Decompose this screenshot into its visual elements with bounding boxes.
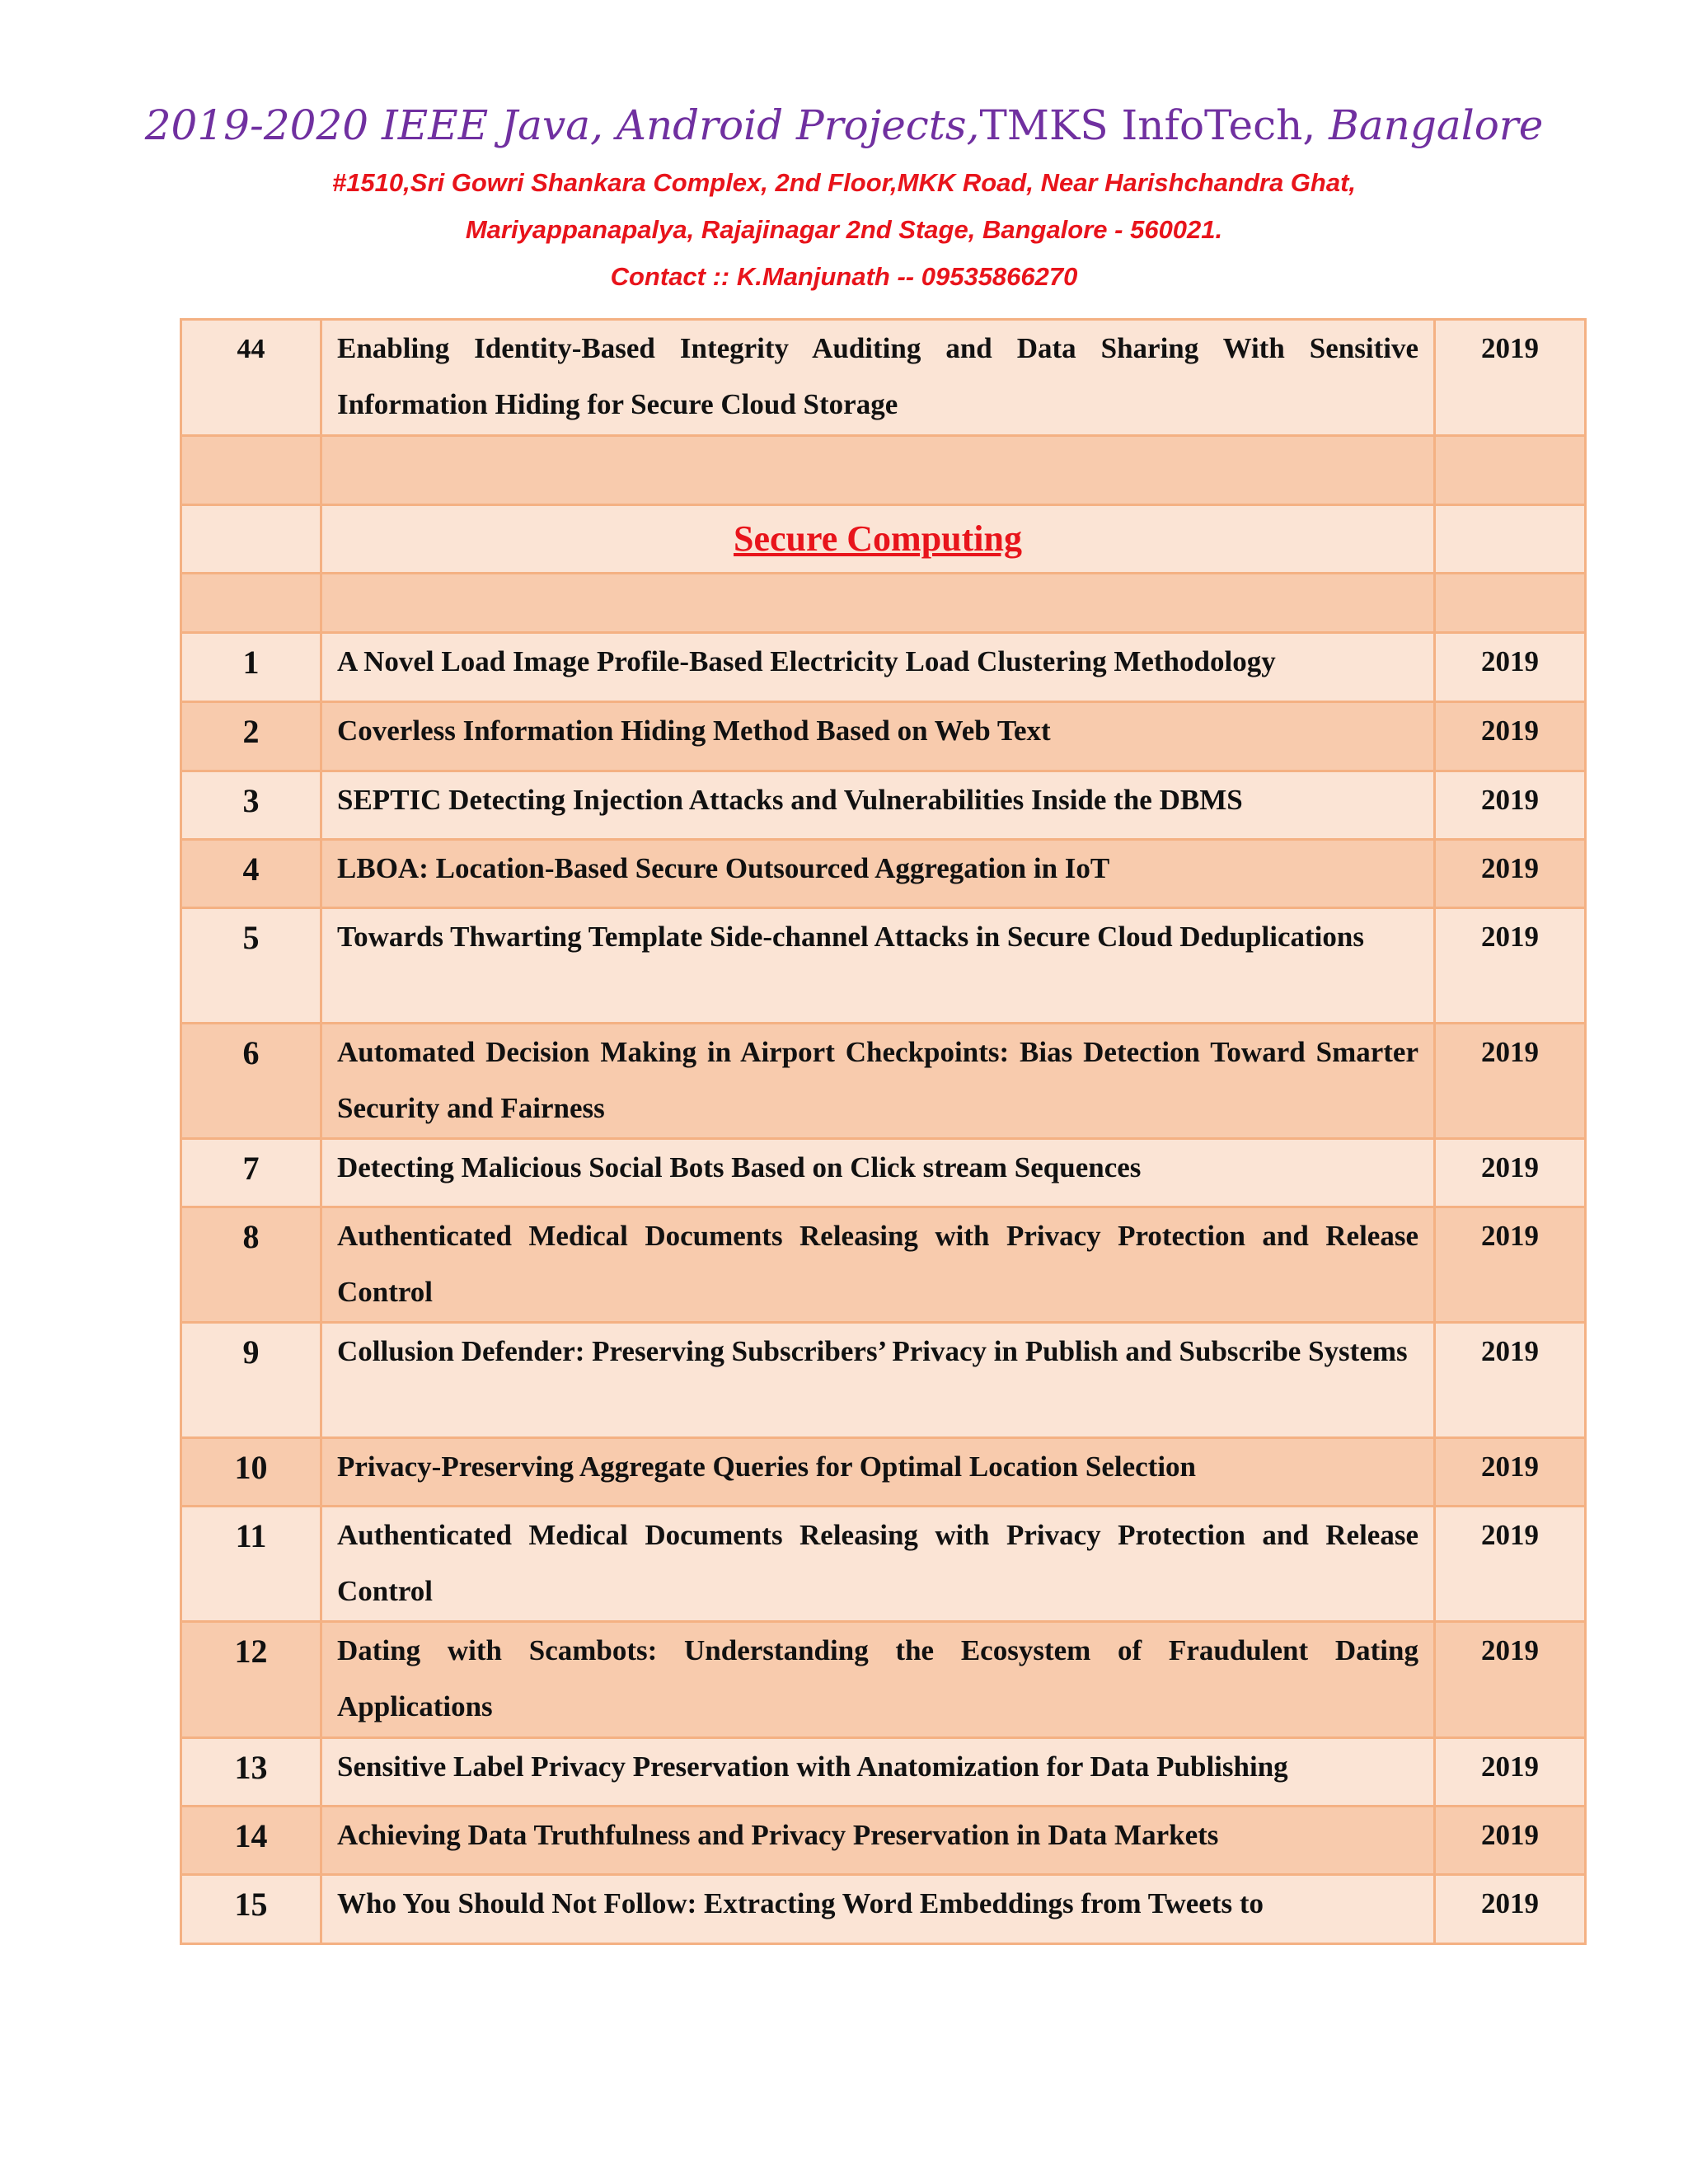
- row-number: 14: [181, 1807, 321, 1875]
- page-header: [0, 97, 1688, 300]
- row-year: 2019: [1435, 1207, 1586, 1323]
- table-row: [181, 1207, 1586, 1323]
- row-year: 2019: [1435, 771, 1586, 840]
- table-row: [181, 1807, 1586, 1875]
- address-line-2: Mariyappanapalya, Rajajinagar 2nd Stage, Bangalore - 560021.: [465, 215, 1223, 244]
- row-number: 4: [181, 840, 321, 908]
- row-year: 2019: [1435, 1024, 1586, 1139]
- row-year: 2019: [1435, 633, 1586, 702]
- row-number: 15: [181, 1875, 321, 1944]
- row-title: Detecting Malicious Social Bots Based on Click stream Sequences: [321, 1139, 1435, 1207]
- row-title: Authenticated Medical Documents Releasing with Privacy Protection and Release Control: [321, 1207, 1435, 1323]
- row-title: Dating with Scambots: Understanding the Ecosystem of Fraudulent Dating Applications: [321, 1622, 1435, 1738]
- row-number: 8: [181, 1207, 321, 1323]
- row-number: 10: [181, 1438, 321, 1507]
- row-year: 2019: [1435, 1807, 1586, 1875]
- row-year: 2019: [1435, 1438, 1586, 1507]
- row-number: 9: [181, 1323, 321, 1438]
- row-year: 2019: [1435, 1323, 1586, 1438]
- row-number: 11: [181, 1507, 321, 1622]
- row-number: 1: [181, 633, 321, 702]
- row-title: Collusion Defender: Preserving Subscribers’ Privacy in Publish and Subscribe Systems: [321, 1323, 1435, 1438]
- row-title: Automated Decision Making in Airport Checkpoints: Bias Detection Toward Smarter Security and Fairness: [321, 1024, 1435, 1139]
- contact-line: Contact :: K.Manjunath -- 09535866270: [610, 262, 1078, 291]
- row-title: LBOA: Location-Based Secure Outsourced Aggregation in IoT: [321, 840, 1435, 908]
- table-row: [181, 1323, 1586, 1438]
- row-title: Towards Thwarting Template Side-channel Attacks in Secure Cloud Deduplications: [321, 908, 1435, 1024]
- row-number: 12: [181, 1622, 321, 1738]
- table-row: [181, 633, 1586, 702]
- table-row: [181, 840, 1586, 908]
- table-row: [181, 1875, 1586, 1944]
- row-title: Achieving Data Truthfulness and Privacy Preservation in Data Markets: [321, 1807, 1435, 1875]
- row-title: Privacy-Preserving Aggregate Queries for Optimal Location Selection: [321, 1438, 1435, 1507]
- table-row: [181, 702, 1586, 771]
- row-title: SEPTIC Detecting Injection Attacks and Vulnerabilities Inside the DBMS: [321, 771, 1435, 840]
- row-year: 2019: [1435, 1738, 1586, 1807]
- row-year: 2019: [1435, 1507, 1586, 1622]
- row-title: A Novel Load Image Profile-Based Electricity Load Clustering Methodology: [321, 633, 1435, 702]
- table-row: [181, 1622, 1586, 1738]
- row-year: 2019: [1435, 840, 1586, 908]
- row-year: 2019: [1435, 1875, 1586, 1944]
- row-year: 2019: [1435, 908, 1586, 1024]
- row-number: 3: [181, 771, 321, 840]
- row-year: 2019: [1435, 1139, 1586, 1207]
- table-row: [181, 1139, 1586, 1207]
- row-title: Authenticated Medical Documents Releasing with Privacy Protection and Release Control: [321, 1507, 1435, 1622]
- row-number: 13: [181, 1738, 321, 1807]
- title-part-2: Bangalore: [1329, 101, 1544, 149]
- table-row-44: [181, 320, 1586, 436]
- page-title: [0, 97, 1688, 153]
- row-title: Sensitive Label Privacy Preservation with Anatomization for Data Publishing: [321, 1738, 1435, 1807]
- row-title: Coverless Information Hiding Method Based on Web Text: [321, 702, 1435, 771]
- row-year: 2019: [1435, 702, 1586, 771]
- row-number: 6: [181, 1024, 321, 1139]
- section-header-row: [181, 505, 1586, 574]
- row-title: Enabling Identity-Based Integrity Auditing and Data Sharing With Sensitive Information Hiding for Secure Cloud Storage: [321, 320, 1435, 436]
- row-title: Who You Should Not Follow: Extracting Word Embeddings from Tweets to: [321, 1875, 1435, 1944]
- table-row: [181, 1738, 1586, 1807]
- row-year: 2019: [1435, 1622, 1586, 1738]
- title-part-1: 2019-2020 IEEE Java, Android Projects,: [144, 101, 980, 149]
- table-row: [181, 771, 1586, 840]
- projects-table: [180, 318, 1587, 1945]
- table-row: [181, 908, 1586, 1024]
- table-row-empty: [181, 436, 1586, 505]
- title-brand: TMKS InfoTech,: [979, 101, 1316, 149]
- row-number: 7: [181, 1139, 321, 1207]
- table-row: [181, 1024, 1586, 1139]
- row-number: 44: [181, 320, 321, 436]
- row-year: 2019: [1435, 320, 1586, 436]
- row-number: 5: [181, 908, 321, 1024]
- table-row: [181, 1438, 1586, 1507]
- table-row: [181, 1507, 1586, 1622]
- table-row-empty: [181, 574, 1586, 633]
- section-title: Secure Computing: [321, 505, 1435, 574]
- row-number: 2: [181, 702, 321, 771]
- address-line-1: #1510,Sri Gowri Shankara Complex, 2nd Floor,MKK Road, Near Harishchandra Ghat,: [331, 168, 1357, 197]
